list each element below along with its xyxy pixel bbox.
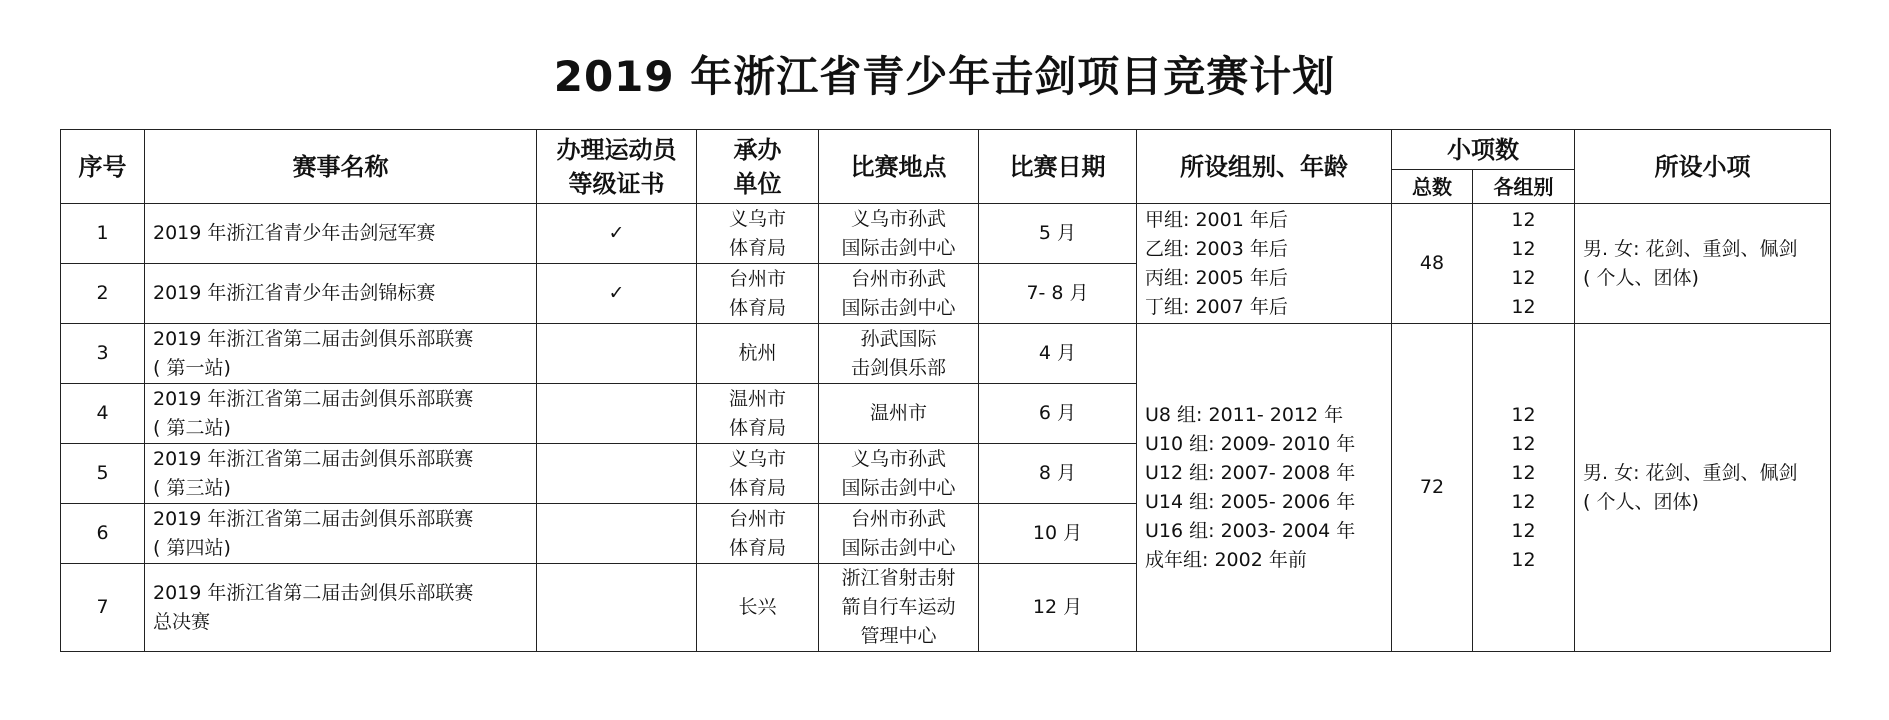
venue-cell: 义乌市孙武 国际击剑中心 <box>819 204 979 264</box>
date-cell: 5 月 <box>979 204 1137 264</box>
total-count-cell: 72 <box>1392 324 1473 652</box>
seq-cell: 3 <box>61 324 145 384</box>
event-name-cell: 2019 年浙江省第二届击剑俱乐部联赛 ( 第四站) <box>145 504 537 564</box>
seq-cell: 2 <box>61 264 145 324</box>
competition-plan-table <box>60 129 1831 652</box>
host-cell: 温州市 体育局 <box>697 384 819 444</box>
header-name: 赛事名称 <box>145 130 537 204</box>
host-cell: 义乌市 体育局 <box>697 204 819 264</box>
header-row <box>61 130 1831 170</box>
per-group-count-cell: 12 12 12 12 12 12 <box>1473 324 1575 652</box>
venue-cell: 台州市孙武 国际击剑中心 <box>819 504 979 564</box>
header-total: 总数 <box>1392 170 1473 204</box>
header-certificate: 办理运动员 等级证书 <box>537 130 697 204</box>
date-cell: 12 月 <box>979 564 1137 652</box>
certificate-check: ✓ <box>537 204 697 264</box>
host-cell: 台州市 体育局 <box>697 264 819 324</box>
certificate-check <box>537 564 697 652</box>
host-cell: 杭州 <box>697 324 819 384</box>
table-row <box>61 324 1831 384</box>
event-name-cell: 2019 年浙江省青少年击剑冠军赛 <box>145 204 537 264</box>
venue-cell: 孙武国际 击剑俱乐部 <box>819 324 979 384</box>
page-title: 2019 年浙江省青少年击剑项目竞赛计划 <box>553 52 1336 101</box>
date-cell: 7- 8 月 <box>979 264 1137 324</box>
venue-cell: 温州市 <box>819 384 979 444</box>
date-cell: 10 月 <box>979 504 1137 564</box>
header-venue: 比赛地点 <box>819 130 979 204</box>
header-host: 承办 单位 <box>697 130 819 204</box>
date-cell: 6 月 <box>979 384 1137 444</box>
header-seq: 序号 <box>61 130 145 204</box>
groups-cell: U8 组: 2011- 2012 年 U10 组: 2009- 2010 年 U12 组: 2007- 2008 年 U14 组: 2005- 2006 年 U16 组: 2003- 2004 年 成年组: 2002 年前 <box>1137 324 1392 652</box>
total-count-cell: 48 <box>1392 204 1473 324</box>
event-name-cell: 2019 年浙江省第二届击剑俱乐部联赛 总决赛 <box>145 564 537 652</box>
certificate-check: ✓ <box>537 264 697 324</box>
groups-cell: 甲组: 2001 年后 乙组: 2003 年后 丙组: 2005 年后 丁组: 2007 年后 <box>1137 204 1392 324</box>
event-name-cell: 2019 年浙江省第二届击剑俱乐部联赛 ( 第三站) <box>145 444 537 504</box>
event-name-cell: 2019 年浙江省第二届击剑俱乐部联赛 ( 第二站) <box>145 384 537 444</box>
header-events: 所设小项 <box>1575 130 1831 204</box>
certificate-check <box>537 324 697 384</box>
host-cell: 台州市 体育局 <box>697 504 819 564</box>
certificate-check <box>537 384 697 444</box>
venue-cell: 义乌市孙武 国际击剑中心 <box>819 444 979 504</box>
certificate-check <box>537 444 697 504</box>
per-group-count-cell: 12 12 12 12 <box>1473 204 1575 324</box>
seq-cell: 6 <box>61 504 145 564</box>
events-cell: 男. 女: 花剑、重剑、佩剑 ( 个人、团体) <box>1575 324 1831 652</box>
table-row <box>61 204 1831 264</box>
event-name-cell: 2019 年浙江省青少年击剑锦标赛 <box>145 264 537 324</box>
host-cell: 义乌市 体育局 <box>697 444 819 504</box>
seq-cell: 7 <box>61 564 145 652</box>
header-per-group: 各组别 <box>1473 170 1575 204</box>
seq-cell: 1 <box>61 204 145 264</box>
header-date: 比赛日期 <box>979 130 1137 204</box>
certificate-check <box>537 504 697 564</box>
venue-cell: 浙江省射击射 箭自行车运动 管理中心 <box>819 564 979 652</box>
date-cell: 4 月 <box>979 324 1137 384</box>
host-cell: 长兴 <box>697 564 819 652</box>
seq-cell: 5 <box>61 444 145 504</box>
venue-cell: 台州市孙武 国际击剑中心 <box>819 264 979 324</box>
date-cell: 8 月 <box>979 444 1137 504</box>
header-groups: 所设组别、年龄 <box>1137 130 1392 204</box>
events-cell: 男. 女: 花剑、重剑、佩剑 ( 个人、团体) <box>1575 204 1831 324</box>
seq-cell: 4 <box>61 384 145 444</box>
event-name-cell: 2019 年浙江省第二届击剑俱乐部联赛 ( 第一站) <box>145 324 537 384</box>
header-events-count: 小项数 <box>1392 130 1575 170</box>
